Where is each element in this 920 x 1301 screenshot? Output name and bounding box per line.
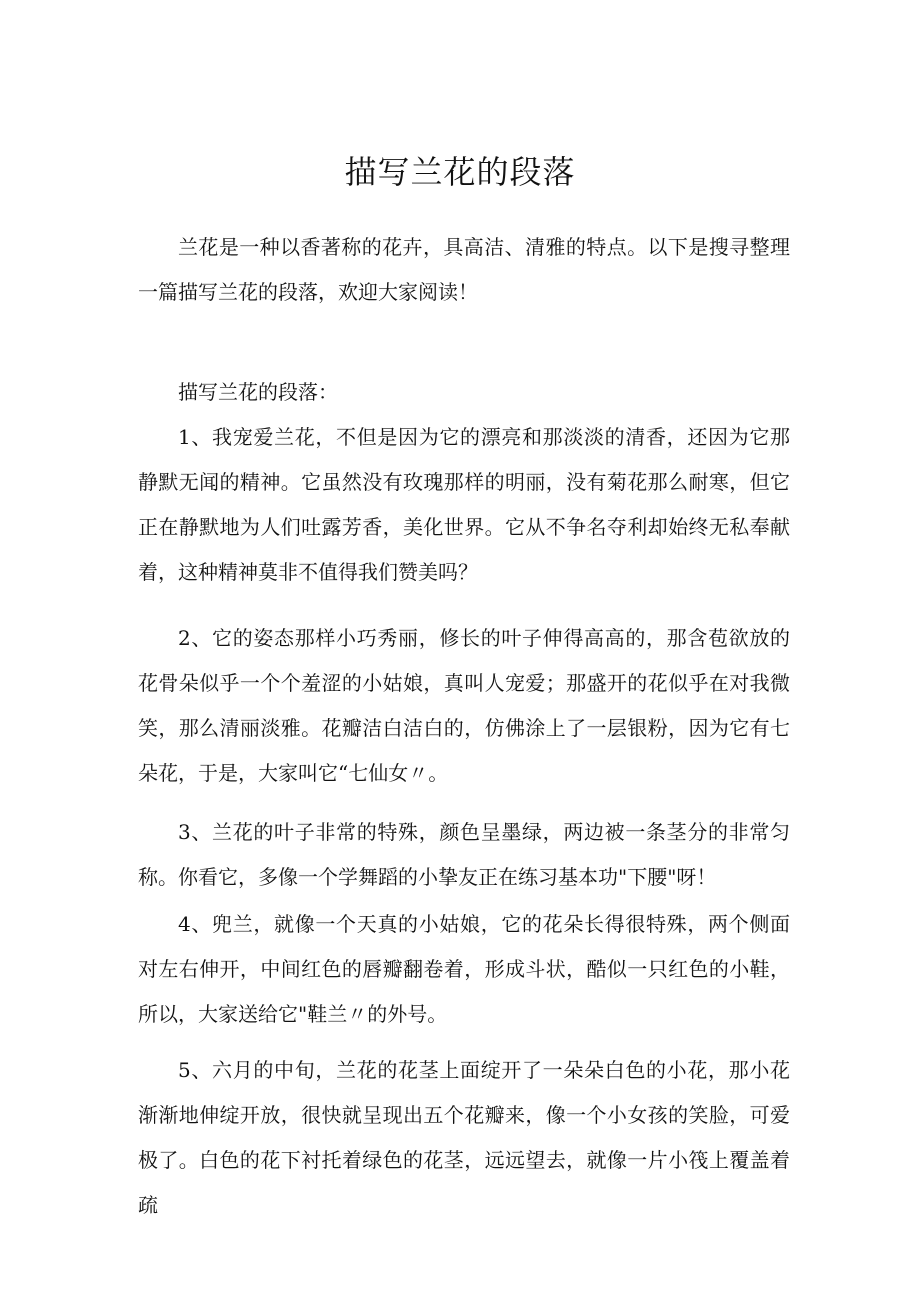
paragraph-4: 4、兜兰，就像一个天真的小姑娘，它的花朵长得很特殊，两个侧面对左右伸开，中间红色的唇瓣翻卷着，形成斗状，酷似一只红色的小鞋，所以，大家送给它"鞋兰〃的外号。 bbox=[138, 912, 790, 1026]
section-heading: 描写兰花的段落： bbox=[178, 380, 338, 404]
paragraph-5: 5、六月的中旬，兰花的花茎上面绽开了一朵朵白色的小花，那小花渐渐地伸绽开放，很快就呈现出五个花瓣来，像一个小女孩的笑脸，可爱极了。白色的花下衬托着绿色的花茎，远远望去，就像一片小筏上覆盖着疏 bbox=[138, 1058, 790, 1217]
page-title: 描写兰花的段落 bbox=[344, 153, 576, 191]
paragraph-1: 1、我宠爱兰花，不但是因为它的漂亮和那淡淡的清香，还因为它那静默无闻的精神。它虽然没有玫瑰那样的明丽，没有菊花那么耐寒，但它正在静默地为人们吐露芳香，美化世界。它从不争名夺利却始终无私奉献着，这种精神莫非不值得我们赞美吗？ bbox=[138, 425, 790, 584]
paragraph-2: 2、它的姿态那样小巧秀丽，修长的叶子伸得高高的，那含苞欲放的花骨朵似乎一个个羞涩的小姑娘，真叫人宠爱；那盛开的花似乎在对我微笑，那么清丽淡雅。花瓣洁白洁白的，仿佛涂上了一层银粉，因为它有七朵花，于是，大家叫它“七仙女〃。 bbox=[138, 626, 790, 785]
intro-paragraph: 兰花是一种以香著称的花卉，具高洁、清雅的特点。以下是搜寻整理一篇描写兰花的段落，欢迎大家阅读！ bbox=[138, 235, 790, 304]
paragraph-3: 3、兰花的叶子非常的特殊，颜色呈墨绿，两边被一条茎分的非常匀称。你看它，多像一个学舞蹈的小挚友正在练习基本功"下腰"呀！ bbox=[138, 820, 790, 889]
